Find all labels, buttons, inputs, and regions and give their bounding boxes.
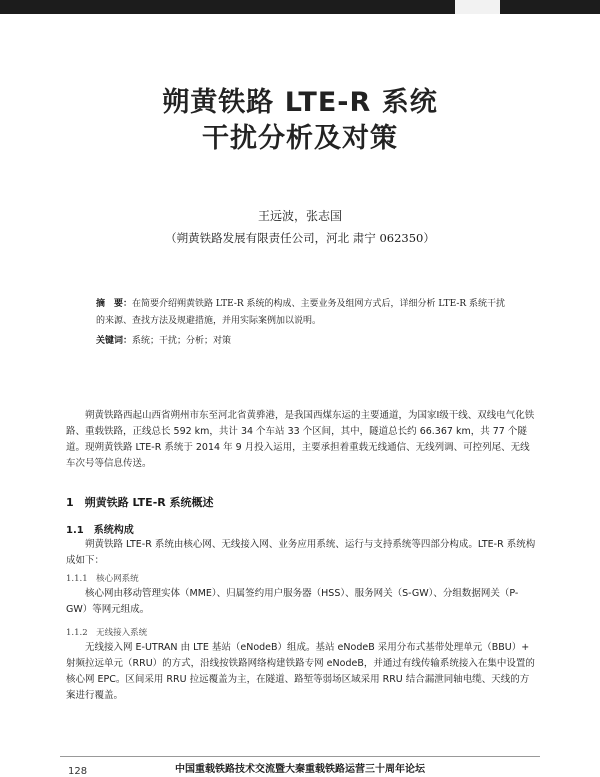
paper-title-line-2: 干扰分析及对策 (202, 123, 398, 154)
intro-text: 朔黄铁路西起山西省朔州市东至河北省黄骅港，是我国西煤东运的主要通道，为国家Ⅰ级干线、双线电气化铁路、重载铁路，正线总长 592 km，共计 34 个车站 33 个区间，其中，隧道总长约 66.367 km，共 77 个隧道。现朔黄铁路 LTE-R 系统于 2014 年 9 月投入运用，主要承担着重载无线通信、无线列调、可控列尾、无线车次号等信息传送。 (66, 410, 535, 469)
section-1-heading: 1 朔黄铁路 LTE-R 系统概述 (66, 496, 214, 509)
abstract-text: 在简要介绍朔黄铁路 LTE-R 系统的构成、主要业务及组网方式后，详细分析 LTE-R 系统干扰的来源、查找方法及规避措施，并用实际案例加以说明。 (96, 299, 506, 326)
section-1-1-1-body (66, 586, 536, 618)
keywords-label: 关键词： (96, 336, 133, 346)
paper-title-line-1: 朔黄铁路 LTE-R 系统 (162, 87, 438, 118)
scan-top-notch (455, 0, 500, 14)
section-1-1-body (66, 537, 536, 569)
section-1-1-1-heading: 1.1.1 核心网系统 (66, 574, 139, 584)
footer-rule (60, 756, 540, 757)
abstract (96, 296, 514, 330)
section-1-1-2-body (66, 640, 536, 704)
keywords (96, 333, 514, 346)
abstract-label: 摘 要： (96, 299, 133, 309)
section-1-1-text: 朔黄铁路 LTE-R 系统由核心网、无线接入网、业务应用系统、运行与支持系统等四部分构成。LTE-R 系统构成如下： (66, 539, 536, 566)
conference-footer: 中国重载铁路技术交流暨大秦重载铁路运营三十周年论坛 (175, 764, 425, 775)
intro-paragraph (66, 408, 536, 472)
keywords-text: 系统；干扰；分析；对策 (132, 336, 232, 346)
authors: 王远波，张志国 (257, 209, 342, 223)
section-1-1-2-text: 无线接入网 E-UTRAN 由 LTE 基站（eNodeB）组成。基站 eNodeB 采用分布式基带处理单元（BBU）+ 射频拉远单元（RRU）的方式，沿线按铁路网络构建铁路专网 eNodeB，并通过有线传输系统接入在集中设置的核心网 EPC。区间采用 RRU 拉远覆盖为主，在隧道、路堑等弱场区域采用 RRU 结合漏泄同轴电缆、天线的方案进行覆盖。 (66, 642, 535, 701)
scan-top-edge (0, 0, 600, 14)
section-1-1-2-heading: 1.1.2 无线接入系统 (66, 628, 148, 638)
affiliation: （朔黄铁路发展有限责任公司，河北 肃宁 062350） (165, 231, 435, 245)
page-number: 128 (68, 766, 88, 777)
section-1-1-1-text: 核心网由移动管理实体（MME）、归属签约用户服务器（HSS）、服务网关（S-GW）、分组数据网关（P-GW）等网元组成。 (66, 588, 519, 615)
section-1-1-heading: 1.1 系统构成 (66, 525, 134, 536)
